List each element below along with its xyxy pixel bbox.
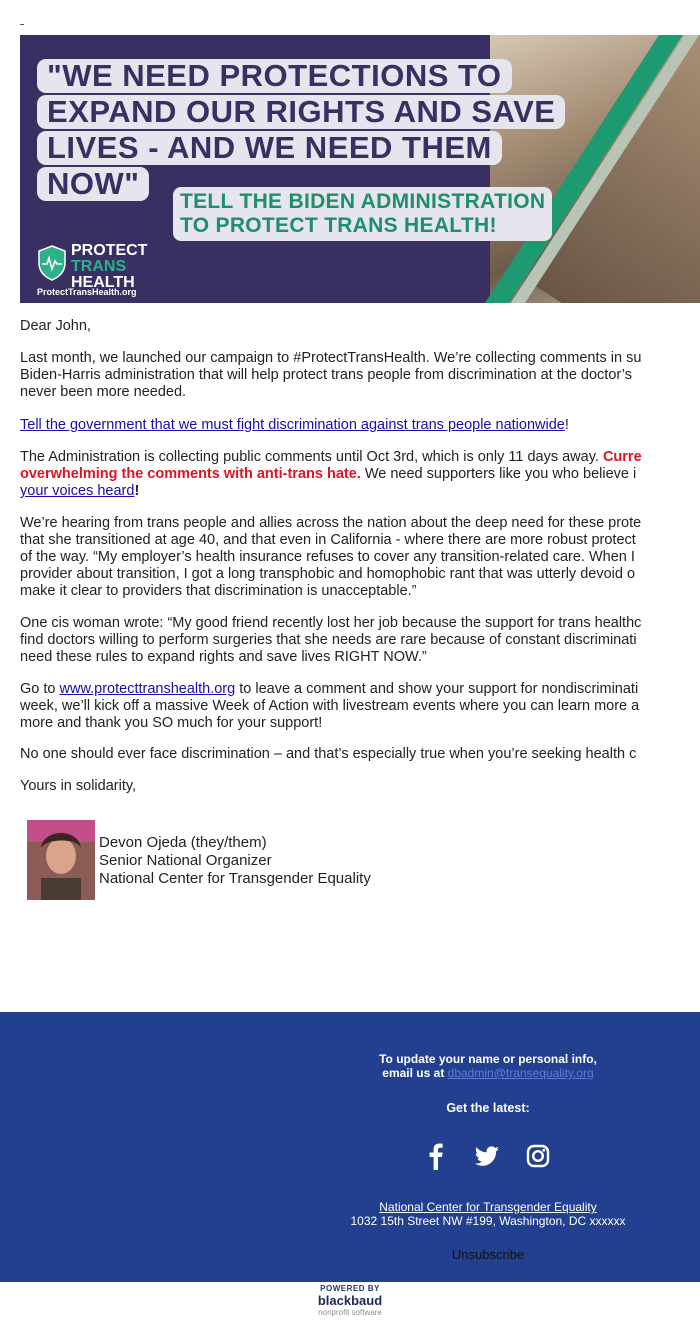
quote-line: LIVES - AND WE NEED THEM xyxy=(37,131,502,165)
link-suffix: ! xyxy=(564,417,569,433)
paragraph-4 xyxy=(20,615,700,666)
paragraph-link xyxy=(20,417,700,434)
sig-org: National Center for Transgender Equality xyxy=(99,870,371,887)
org-link[interactable]: National Center for Transgender Equality xyxy=(379,1200,597,1214)
email-body xyxy=(20,318,700,795)
protect-trans-health-logo xyxy=(37,243,177,303)
sig-title: Senior National Organizer xyxy=(99,852,272,869)
banner-cta xyxy=(173,187,552,241)
text-line: week, we’ll kick off a massive Week of Action with livestream events where you can learn more a xyxy=(20,698,640,714)
paragraph-6: No one should ever face discrimination – and that’s especially true when you’re seeking health c xyxy=(20,746,637,762)
logo-line: HEALTH xyxy=(71,274,135,291)
text-line: Biden-Harris administration that will help protect trans people from discrimination at the doctor’s xyxy=(20,367,632,383)
text-line: make it clear to providers that discrimination is unacceptable.” xyxy=(20,583,417,599)
paragraph-5 xyxy=(20,681,700,732)
blackbaud-logo: blackbaud xyxy=(317,1293,383,1308)
paragraph-1 xyxy=(20,350,700,401)
admin-email-link[interactable]: dbadmin@transequality.org xyxy=(447,1066,594,1080)
text-segment: The Administration is collecting public comments until Oct 3rd, which is only 11 days away. xyxy=(20,449,603,465)
alert-text: Curre xyxy=(602,449,642,465)
logo-url: ProtectTransHealth.org xyxy=(37,287,137,297)
quote-line: NOW" xyxy=(37,167,149,201)
logo-line: PROTECT xyxy=(71,242,148,259)
blackbaud-tagline: nonprofit software xyxy=(318,1308,382,1317)
action-link[interactable]: Tell the government that we must fight discrimination against trans people nationwide xyxy=(20,417,565,433)
website-link[interactable]: www.protecttranshealth.org xyxy=(59,681,236,697)
text-line: One cis woman wrote: “My good friend recently lost her job because the support for trans healthc xyxy=(20,615,642,631)
email-footer xyxy=(0,1012,700,1282)
update-line xyxy=(338,1066,638,1080)
campaign-banner[interactable] xyxy=(20,35,700,303)
update-prefix: email us at xyxy=(382,1066,448,1080)
voices-heard-link[interactable]: your voices heard xyxy=(20,483,135,499)
text-line: more and thank you SO much for your support! xyxy=(20,715,323,731)
social-links xyxy=(420,1140,560,1172)
text-line: We’re hearing from trans people and allies across the nation about the deep need for these prote xyxy=(20,515,642,531)
facebook-icon[interactable] xyxy=(420,1140,452,1172)
cta-line: TO PROTECT TRANS HEALTH! xyxy=(180,214,497,237)
banner-quote xyxy=(37,59,597,203)
quote-line: EXPAND OUR RIGHTS AND SAVE xyxy=(37,95,565,129)
update-line: To update your name or personal info, xyxy=(379,1052,597,1066)
alert-text: overwhelming the comments with anti-trans hate. xyxy=(20,466,361,482)
text-line: that she transitioned at age 40, and that even in California - where there are more robust protect xyxy=(20,532,636,548)
paragraph-3 xyxy=(20,515,700,600)
get-latest: Get the latest: xyxy=(446,1101,530,1115)
powered-by-label: POWERED BY xyxy=(320,1284,380,1293)
greeting: Dear John, xyxy=(20,318,91,334)
sig-name: Devon Ojeda (they/them) xyxy=(99,834,267,851)
avatar xyxy=(27,820,95,900)
instagram-icon[interactable] xyxy=(522,1140,554,1172)
powered-by-blackbaud[interactable] xyxy=(307,1284,393,1322)
text-line: Last month, we launched our campaign to #ProtectTransHealth. We’re collecting comments in su xyxy=(20,350,642,366)
quote-line: "WE NEED PROTECTIONS TO xyxy=(37,59,512,93)
text-line: find doctors willing to perform surgeries that she needs are rare because of constant discriminati xyxy=(20,632,637,648)
text-line: need these rules to expand rights and save lives RIGHT NOW.” xyxy=(20,649,427,665)
text-segment: We need supporters like you who believe i xyxy=(360,466,637,482)
top-mark xyxy=(20,24,24,25)
logo-line: TRANS xyxy=(71,258,127,275)
signature-text xyxy=(99,834,371,888)
shield-icon xyxy=(37,245,67,281)
paragraph-2 xyxy=(20,449,700,500)
text-line: provider about transition, I got a long transphobic and homophobic rant that was utterly devoid o xyxy=(20,566,636,582)
unsubscribe-link[interactable]: Unsubscribe xyxy=(451,1247,525,1262)
twitter-icon[interactable] xyxy=(471,1140,503,1172)
update-info xyxy=(338,1052,638,1080)
text-line: of the way. “My employer’s health insurance refuses to cover any transition-related care. When I xyxy=(20,549,635,565)
text-line: never been more needed. xyxy=(20,384,187,400)
logo-wordmark xyxy=(71,243,147,291)
cta-line: TELL THE BIDEN ADMINISTRATION xyxy=(180,190,546,213)
closing: Yours in solidarity, xyxy=(20,778,137,794)
link-suffix: ! xyxy=(134,483,140,499)
org-address xyxy=(338,1200,638,1228)
portrait-image xyxy=(27,820,95,900)
text-segment: to leave a comment and show your support for nondiscriminati xyxy=(235,681,639,697)
text-segment: Go to xyxy=(20,681,60,697)
address-line: 1032 15th Street NW #199, Washington, DC xxxxxx xyxy=(350,1214,626,1228)
